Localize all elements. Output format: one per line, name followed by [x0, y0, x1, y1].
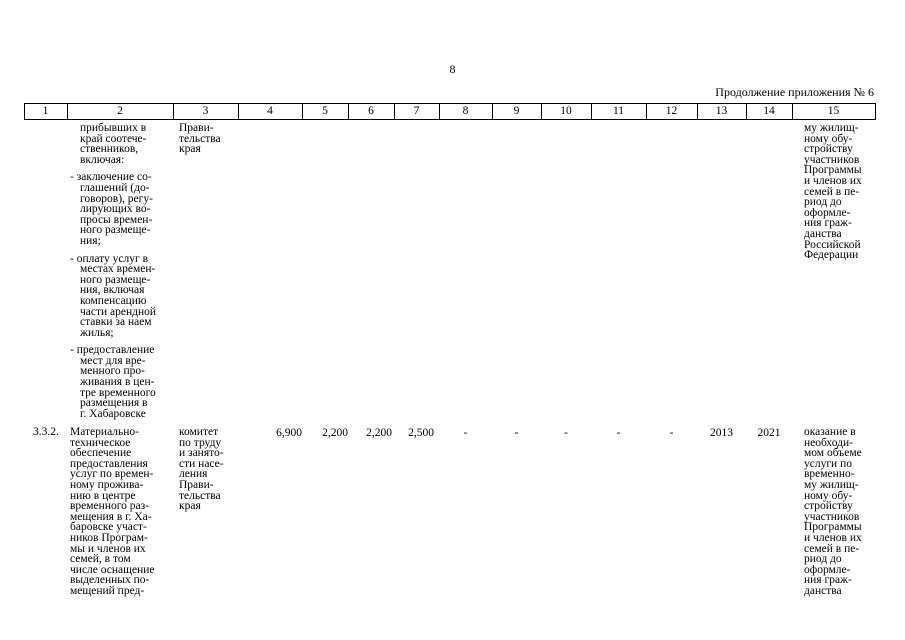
measure-name-paragraph: - заключение со- глашений (до- говоров), регу- лирующих во- просы времен- ного размеще- ния; [70, 171, 153, 247]
value-cell-col5: 2,200 [322, 427, 348, 439]
value-cell-col10: - [564, 427, 568, 439]
value-cell-col9: - [514, 427, 519, 439]
column-number: 15 [827, 105, 840, 117]
executor-cell: Прави- тельства края [179, 122, 221, 156]
column-number: 9 [513, 105, 520, 117]
page-number: 8 [449, 62, 456, 76]
start-year-cell: 2013 [710, 427, 733, 439]
value-cell-col6: 2,200 [366, 427, 392, 439]
value-cell-col8: - [463, 427, 468, 439]
result-cell: му жилищ- ному обу- стройству участников Программы и членов их семей в пе- риод до оформле- ния граж- данства Российской Федерации [804, 122, 862, 262]
header-bottom-border [24, 119, 875, 120]
column-number: 11 [612, 105, 625, 117]
column-number: 6 [368, 105, 374, 117]
column-number: 10 [560, 105, 572, 117]
measure-name-paragraph: - оплату услуг в местах времен- ного размеще- ния, включая компенсацию части арендной ставки за наем жилья; [70, 252, 157, 339]
measure-name-paragraph: - предоставление мест для вре- менного про- живания в цен- тре временного размещения в г. Хабаровске [70, 344, 156, 420]
column-number: 7 [413, 105, 420, 117]
measure-name-cell [70, 123, 174, 419]
value-cell-col11: - [616, 427, 621, 439]
column-number: 5 [322, 105, 328, 117]
column-number: 4 [267, 105, 273, 117]
column-number: 3 [202, 105, 209, 117]
row-number-cell: 3.3.2. [33, 426, 59, 438]
column-number: 8 [462, 105, 469, 117]
measure-name-paragraph: прибывших в край соотече- ственников, включая: [80, 122, 147, 166]
continuation-label: Продолжение приложения № 6 [715, 85, 874, 99]
column-number: 2 [117, 105, 123, 117]
result-cell: оказание в необходи- мом объеме услуги по временно- му жилищ- ному обу- стройству участников Программы и членов их семей в пе- риод до оформле- ния граж- данства [804, 426, 862, 597]
executor-cell: комитет по труду и занято- сти насе- ления Прави- тельства края [179, 426, 224, 513]
column-number: 1 [42, 105, 49, 117]
value-cell-col4: 6,900 [276, 427, 302, 439]
measure-name-cell: Материально- техническое обеспечение предоставления услуг по времен- ному прожива- нию в центре временного раз- мещения в г. Ха- баровске участ- ников Програм- мы и членов их семей, в том числе оснащение выделенных по- мещений пред- [70, 426, 155, 597]
column-number: 12 [665, 105, 678, 117]
value-cell-col7: 2,500 [408, 427, 434, 439]
column-number: 13 [715, 105, 728, 117]
col-border [875, 103, 876, 120]
column-number: 14 [763, 105, 775, 117]
value-cell-col12: - [669, 427, 674, 439]
end-year-cell: 2021 [757, 427, 781, 439]
